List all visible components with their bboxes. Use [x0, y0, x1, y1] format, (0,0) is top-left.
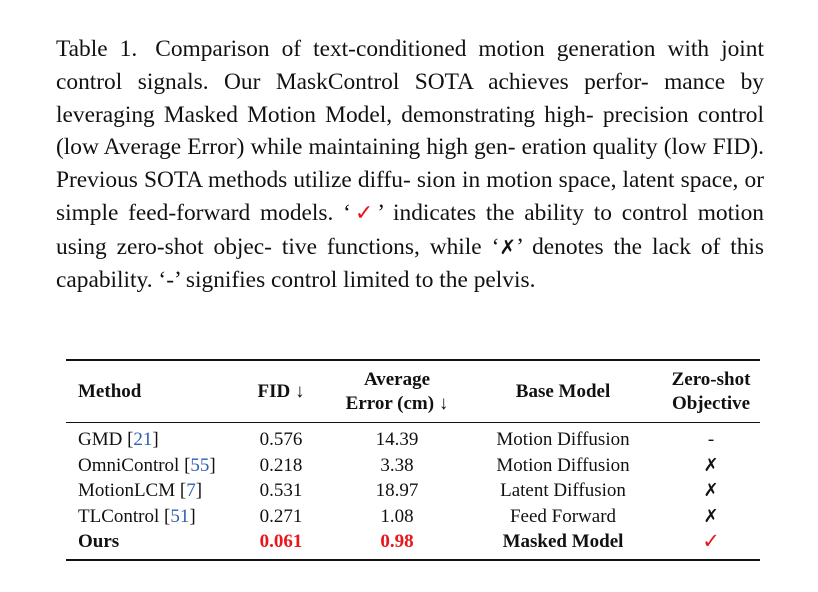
- fid-cell: 0.218: [259, 454, 303, 476]
- fid-cell: 0.271: [259, 505, 303, 527]
- comparison-table: [66, 359, 760, 561]
- method-name: TLControl: [78, 505, 160, 527]
- base-model-cell: Masked Model: [502, 531, 624, 553]
- header-base-model: Base Model: [464, 360, 662, 423]
- zero-shot-cell: -: [707, 429, 715, 450]
- caption-line-8b: ’ denotes the lack of this capability. ‘-’: [56, 233, 765, 293]
- table-row: [66, 478, 760, 504]
- base-model-cell: Motion Diffusion: [496, 429, 630, 450]
- header-error-line-2: Error (cm) ↓: [345, 393, 449, 414]
- caption-line-2: joint control signals. Our MaskControl SOTA achieves perfor-: [56, 36, 764, 95]
- citation-link[interactable]: 55: [190, 454, 210, 476]
- method-cell: OmniControl [55]: [78, 454, 216, 476]
- check-icon: ✓: [702, 529, 720, 554]
- cross-icon: ✗: [703, 480, 719, 502]
- table-row: [66, 453, 760, 479]
- caption-line-8a: tive functions, while ‘: [281, 233, 500, 260]
- check-icon: ✓: [350, 200, 378, 226]
- error-cell: 1.08: [380, 505, 414, 527]
- table-row-ours: [66, 529, 760, 560]
- method-cell: Ours: [78, 531, 120, 553]
- header-average-error: [330, 360, 464, 423]
- method-name: GMD: [78, 429, 123, 450]
- header-method: Method: [66, 360, 232, 423]
- cross-icon: ✗: [703, 454, 719, 476]
- citation-link[interactable]: 7: [186, 480, 196, 502]
- header-zeroshot-line-1: Zero-shot: [671, 369, 751, 390]
- caption-line-7: ’ indicates the ability to control motion using zero-shot objec-: [56, 199, 764, 260]
- cross-icon: ✗: [499, 234, 517, 259]
- caption-line-5: eration quality (low FID). Previous SOTA methods utilize diffu-: [56, 134, 764, 194]
- caption-quote-open: ‘: [343, 199, 351, 226]
- header-zero-shot: [662, 360, 760, 423]
- table-row: [66, 504, 760, 530]
- header-zeroshot-line-2: Objective: [671, 393, 751, 414]
- caption-line-9: signifies control limited to the pelvis.: [185, 266, 536, 293]
- header-row: [66, 360, 760, 423]
- base-model-cell: Feed Forward: [509, 505, 617, 527]
- caption-line-1: Comparison of text-conditioned motion generation with: [155, 36, 710, 62]
- header-error-line-1: Average: [363, 369, 431, 390]
- base-model-cell: Latent Diffusion: [500, 480, 626, 502]
- header-fid: FID ↓: [232, 360, 330, 423]
- citation-link[interactable]: 21: [133, 429, 153, 450]
- fid-cell: 0.576: [259, 429, 303, 450]
- fid-cell: 0.061: [259, 531, 303, 553]
- table-row: [66, 423, 760, 453]
- fid-cell: 0.531: [259, 480, 303, 502]
- caption-line-6: sion in motion space, latent space, or simple feed-forward models.: [56, 167, 764, 226]
- table-caption: [56, 33, 764, 296]
- citation-link[interactable]: 51: [170, 505, 190, 527]
- caption-line-4: precision control (low Average Error) while maintaining high gen-: [56, 101, 764, 161]
- method-cell: GMD [21]: [78, 429, 159, 450]
- error-cell: 3.38: [380, 454, 414, 476]
- method-name: OmniControl: [78, 454, 180, 476]
- error-cell: 0.98: [380, 531, 414, 553]
- caption-line-3: mance by leveraging Masked Motion Model, demonstrating high-: [56, 68, 764, 128]
- error-cell: 14.39: [375, 429, 419, 450]
- error-cell: 18.97: [375, 480, 419, 502]
- base-model-cell: Motion Diffusion: [496, 454, 630, 476]
- cross-icon: ✗: [703, 505, 719, 527]
- method-cell: TLControl [51]: [78, 505, 196, 527]
- method-name: MotionLCM: [78, 480, 176, 502]
- method-cell: MotionLCM [7]: [78, 480, 203, 502]
- caption-label: Table 1.: [56, 36, 138, 62]
